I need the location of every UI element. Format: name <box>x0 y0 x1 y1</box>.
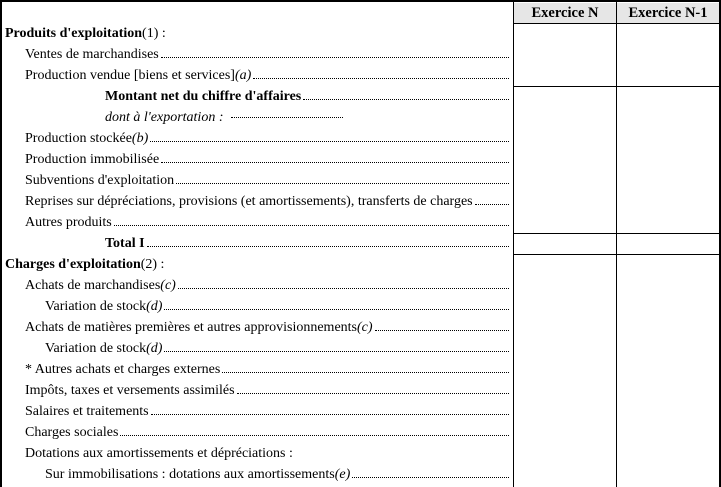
row-note: (c) <box>160 278 176 293</box>
dotted-leader <box>237 392 509 394</box>
row-label: Produits d'exploitation <box>5 26 143 41</box>
row-label-line <box>25 383 511 399</box>
row-label-line <box>25 152 511 168</box>
row-label-line <box>45 299 511 315</box>
row-label: * Autres achats et charges externes <box>25 362 221 377</box>
row-label: Ventes de marchandises <box>25 47 159 62</box>
row-footnote-ref: (2) : <box>140 257 165 272</box>
statement-row <box>0 276 513 297</box>
row-label-line <box>105 110 511 126</box>
row-rule <box>514 86 719 87</box>
statement-row <box>0 66 513 87</box>
row-label: Subventions d'exploitation <box>25 173 175 188</box>
row-label: Variation de stock <box>45 299 147 314</box>
statement-row <box>0 444 513 465</box>
row-note: (d) <box>146 341 163 356</box>
row-label-line <box>25 131 511 147</box>
dotted-leader <box>164 308 509 310</box>
row-label-line <box>25 194 511 210</box>
header-bottom-rule <box>514 23 719 24</box>
dotted-leader <box>161 56 509 58</box>
dotted-leader <box>176 182 509 184</box>
dotted-leader <box>161 161 509 163</box>
statement-row <box>0 234 513 255</box>
statement-row <box>0 402 513 423</box>
statement-row <box>0 150 513 171</box>
statement-row <box>0 381 513 402</box>
row-label-line <box>25 320 511 336</box>
row-label: Salaires et traitements <box>25 404 149 419</box>
row-label-line <box>25 173 511 189</box>
row-label: Production immobilisée <box>25 152 160 167</box>
column-divider <box>616 2 617 487</box>
header-exercice-n-1: Exercice N-1 <box>617 3 719 23</box>
row-label: Achats de marchandises <box>25 278 161 293</box>
dotted-leader <box>150 140 509 142</box>
row-label-line <box>25 68 511 84</box>
row-label: Production stockée <box>25 131 132 146</box>
statement-row <box>0 339 513 360</box>
dotted-leader <box>164 350 509 352</box>
row-label: Charges d'exploitation <box>5 257 141 272</box>
row-label-line <box>5 257 511 273</box>
row-label-line <box>25 362 511 378</box>
dotted-leader <box>352 476 509 478</box>
row-note: (a) <box>234 68 252 83</box>
row-label: Achats de matières premières et autres approvisionnements <box>25 320 357 335</box>
statement-row <box>0 24 513 45</box>
statement-row <box>0 129 513 150</box>
row-label: Reprises sur dépréciations, provisions (et amortissements), transferts de charges <box>25 194 473 209</box>
row-footnote-ref: (1) : <box>142 26 166 41</box>
row-label-line <box>45 467 511 483</box>
row-rule <box>514 254 719 255</box>
row-label-line <box>25 404 511 420</box>
row-label-line <box>105 236 511 252</box>
dotted-leader <box>231 116 343 118</box>
statement-row <box>0 213 513 234</box>
dotted-leader <box>303 98 509 100</box>
row-label-line <box>25 47 511 63</box>
statement-row <box>0 108 513 129</box>
statement-row <box>0 255 513 276</box>
dotted-leader <box>253 77 509 79</box>
row-label: Montant net du chiffre d'affaires <box>105 89 302 104</box>
statement-row <box>0 192 513 213</box>
row-label: Sur immobilisations : dotations aux amortissements <box>45 467 335 482</box>
dotted-leader <box>151 413 509 415</box>
row-label: Impôts, taxes et versements assimilés <box>25 383 235 398</box>
dotted-leader <box>375 329 509 331</box>
statement-row <box>0 45 513 66</box>
row-label-line <box>25 446 511 462</box>
row-label: Charges sociales <box>25 425 119 440</box>
statement-row <box>0 318 513 339</box>
dotted-leader <box>222 371 509 373</box>
row-label: Autres produits <box>25 215 112 230</box>
row-note: (c) <box>357 320 373 335</box>
row-label: Dotations aux amortissements et dépréciations : <box>25 446 293 461</box>
dotted-leader <box>120 434 509 436</box>
statement-row <box>0 297 513 318</box>
statement-row <box>0 171 513 192</box>
row-label-line <box>105 89 511 105</box>
dotted-leader <box>475 203 509 205</box>
statement-row <box>0 87 513 108</box>
row-note: (e) <box>334 467 351 482</box>
row-label: Variation de stock <box>45 341 147 356</box>
row-label-line <box>45 341 511 357</box>
column-divider <box>513 2 514 487</box>
statement-row <box>0 423 513 444</box>
statement-row <box>0 360 513 381</box>
row-label-line <box>25 425 511 441</box>
row-label-line <box>25 215 511 231</box>
row-label-line <box>25 278 511 294</box>
header-exercice-n: Exercice N <box>514 3 616 23</box>
dotted-leader <box>178 287 509 289</box>
row-label: Total I <box>105 236 145 251</box>
dotted-leader <box>114 224 509 226</box>
dotted-leader <box>147 245 509 247</box>
row-label-line <box>5 26 511 42</box>
statement-row <box>0 465 513 486</box>
row-label: Production vendue [biens et services] <box>25 68 235 83</box>
row-rule <box>514 233 719 234</box>
row-note: (d) <box>146 299 163 314</box>
row-note: (b) <box>131 131 149 146</box>
row-label: dont à l'exportation : <box>105 110 224 125</box>
